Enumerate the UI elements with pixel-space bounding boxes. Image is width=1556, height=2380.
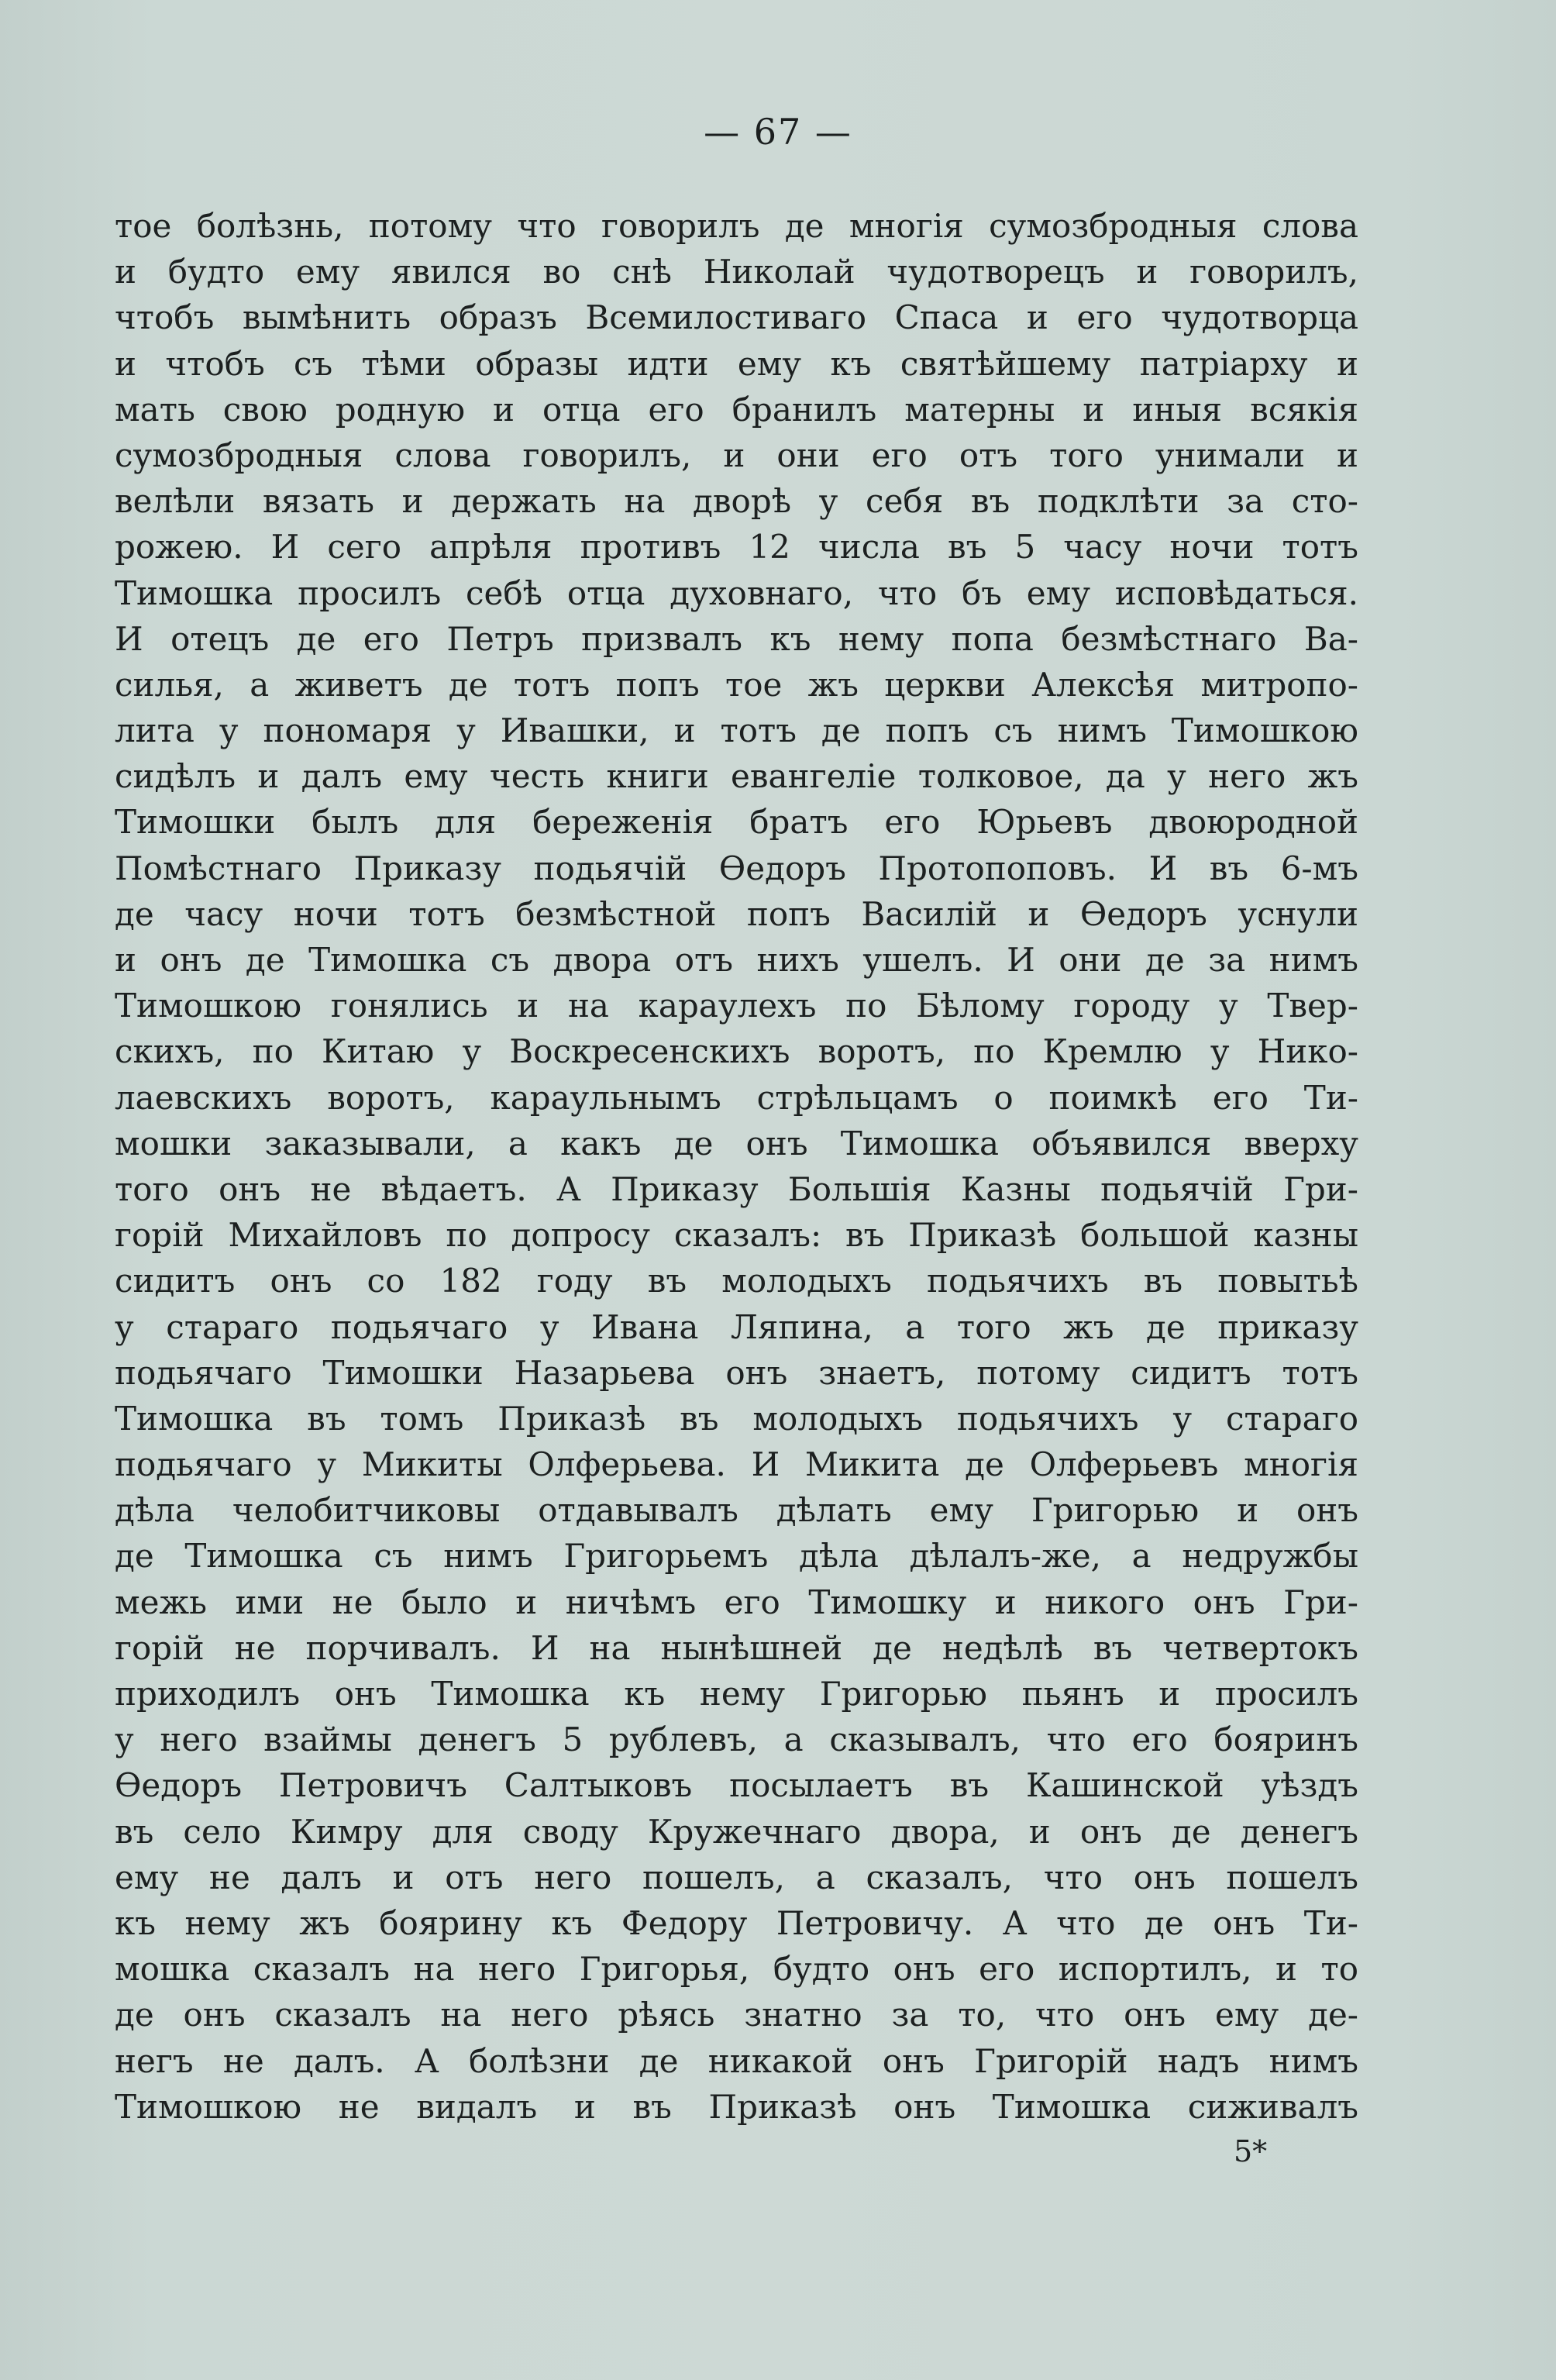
text-line: мошка сказалъ на него Григорья, будто онъ его испортилъ, и то (115, 1950, 1358, 1989)
text-line: силья, а живетъ де тотъ попъ тое жъ церкви Алексѣя митропо- (115, 665, 1358, 704)
text-line: де онъ сказалъ на него рѣясь знатно за то, что онъ ему де- (115, 1996, 1358, 2034)
text-line: чтобъ вымѣнить образъ Всемилостиваго Спаса и его чудотворца (115, 298, 1358, 337)
text-line: приходилъ онъ Тимошка къ нему Григорью пьянъ и просилъ (115, 1675, 1358, 1713)
text-line: къ нему жъ боярину къ Федору Петровичу. А что де онъ Ти- (115, 1903, 1358, 1942)
signature-mark: 5* (1234, 2134, 1268, 2168)
text-line: сидѣлъ и далъ ему честь книги евангеліе толковое, да у него жъ (115, 757, 1358, 796)
text-line: сидитъ онъ со 182 году въ молодыхъ подьячихъ въ повытьѣ (115, 1262, 1358, 1300)
text-line: ему не далъ и отъ него пошелъ, а сказалъ, что онъ пошелъ (115, 1858, 1358, 1896)
text-line: Тимошкою гонялись и на караулехъ по Бѣлому городу у Твер- (115, 987, 1358, 1025)
text-line: Помѣстнаго Приказу подьячій Өедоръ Протопоповъ. И въ 6-мъ (115, 849, 1358, 887)
text-line: горій не порчивалъ. И на нынѣшней де недѣлѣ въ четвертокъ (115, 1628, 1358, 1667)
text-line: Өедоръ Петровичъ Салтыковъ посылаетъ въ Кашинской уѣздъ (115, 1766, 1358, 1805)
text-line: Тимошка въ томъ Приказѣ въ молодыхъ подьячихъ у стараго (115, 1399, 1358, 1438)
text-line: тое болѣзнь, потому что говорилъ де многія сумозбродныя слова (115, 207, 1358, 245)
text-line: скихъ, по Китаю у Воскресенскихъ воротъ, по Кремлю у Нико- (115, 1032, 1358, 1071)
text-line: Тимошка просилъ себѣ отца духовнаго, что бъ ему исповѣдаться. (115, 573, 1358, 612)
text-line: и онъ де Тимошка съ двора отъ нихъ ушелъ. И они де за нимъ (115, 941, 1358, 979)
text-line: подьячаго Тимошки Назарьева онъ знаетъ, потому сидитъ тотъ (115, 1353, 1358, 1392)
text-line: велѣли вязать и держать на дворѣ у себя въ подклѣти за сто- (115, 482, 1358, 521)
text-line: подьячаго у Микиты Олферьева. И Микита де Олферьевъ многія (115, 1445, 1358, 1484)
text-line: въ село Кимру для своду Кружечнаго двора, и онъ де денегъ (115, 1812, 1358, 1851)
text-line: И отецъ де его Петръ призвалъ къ нему попа безмѣстнаго Ва- (115, 619, 1358, 658)
text-line: дѣла челобитчиковы отдавывалъ дѣлать ему Григорью и онъ (115, 1491, 1358, 1530)
text-line: Тимошки былъ для береженія братъ его Юрьевъ двоюродной (115, 803, 1358, 842)
text-line: у него взаймы денегъ 5 рублевъ, а сказывалъ, что его бояринъ (115, 1720, 1358, 1759)
text-line: сумозбродныя слова говорилъ, и они его отъ того унимали и (115, 436, 1358, 474)
page-number-header: — 67 — (704, 111, 852, 153)
text-line: негъ не далъ. А болѣзни де никакой онъ Григорій надъ нимъ (115, 2041, 1358, 2080)
text-line: мошки заказывали, а какъ де онъ Тимошка объявился вверху (115, 1124, 1358, 1162)
text-line: и чтобъ съ тѣми образы идти ему къ святѣйшему патріарху и (115, 344, 1358, 383)
text-line: того онъ не вѣдаетъ. А Приказу Большія Казны подьячій Гри- (115, 1169, 1358, 1208)
text-line: де часу ночи тотъ безмѣстной попъ Василій и Өедоръ уснули (115, 894, 1358, 933)
text-line: межь ими не было и ничѣмъ его Тимошку и никого онъ Гри- (115, 1583, 1358, 1621)
text-line: лита у пономаря у Ивашки, и тотъ де попъ съ нимъ Тимошкою (115, 711, 1358, 750)
text-line: Тимошкою не видалъ и въ Приказѣ онъ Тимошка сиживалъ (115, 2087, 1358, 2126)
text-line: лаевскихъ воротъ, караульнымъ стрѣльцамъ о поимкѣ его Ти- (115, 1078, 1358, 1117)
text-line: и будто ему явился во снѣ Николай чудотворецъ и говорилъ, (115, 253, 1358, 291)
text-line: у стараго подьячаго у Ивана Ляпина, а того жъ де приказу (115, 1307, 1358, 1346)
text-line: де Тимошка съ нимъ Григорьемъ дѣла дѣлалъ-же, а недружбы (115, 1537, 1358, 1576)
page-body-text (115, 203, 1358, 2130)
text-line: горій Михайловъ по допросу сказалъ: въ Приказѣ большой казны (115, 1216, 1358, 1255)
text-line: рожею. И сего апрѣля противъ 12 числа въ 5 часу ночи тотъ (115, 528, 1358, 567)
text-line: мать свою родную и отца его бранилъ матерны и иныя всякія (115, 390, 1358, 429)
